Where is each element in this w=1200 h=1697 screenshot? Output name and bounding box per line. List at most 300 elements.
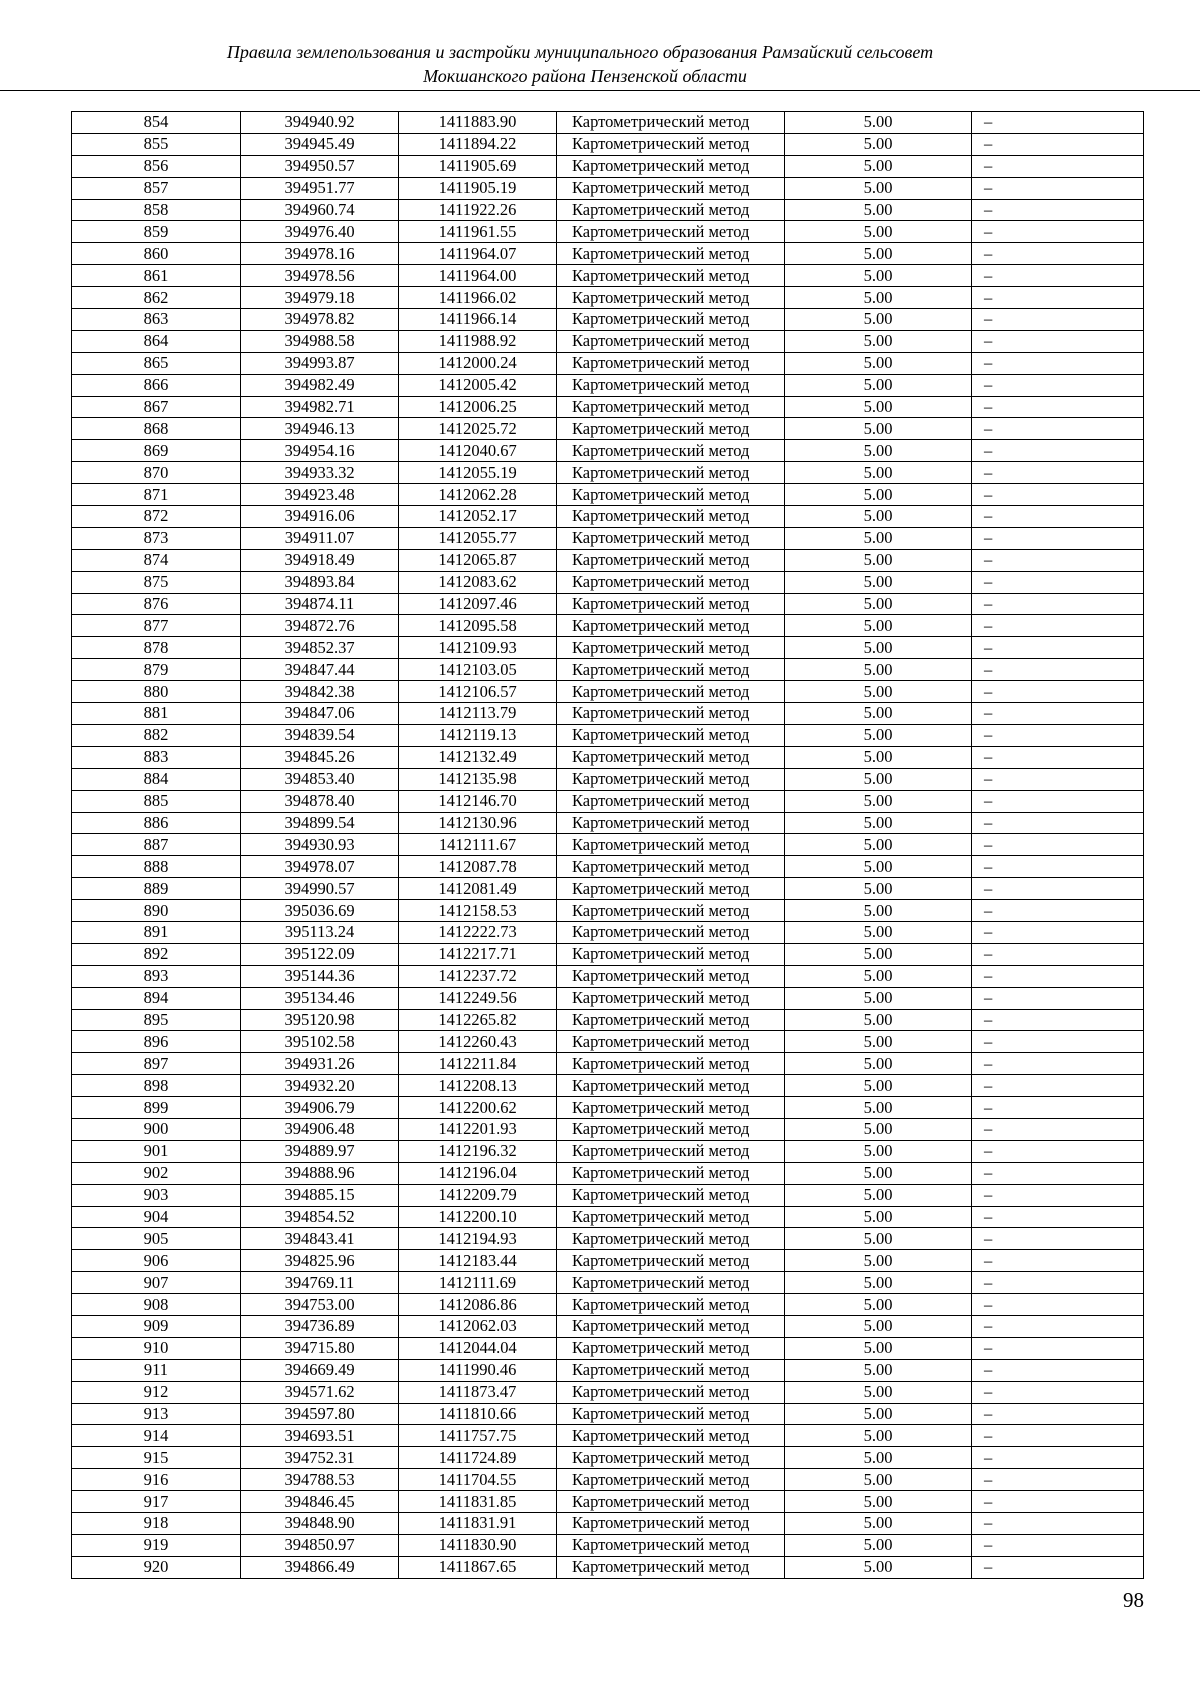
table-row <box>72 418 1144 440</box>
table-row <box>72 943 1144 965</box>
y-coordinate-cell: 1412200.62 <box>399 1097 557 1119</box>
table-row <box>72 834 1144 856</box>
method-cell: Картометрический метод <box>557 1425 785 1447</box>
x-coordinate-cell: 394923.48 <box>241 484 399 506</box>
point-number-cell: 909 <box>72 1315 241 1337</box>
note-cell: – <box>972 1294 1144 1316</box>
accuracy-cell: 5.00 <box>785 943 972 965</box>
x-coordinate-cell: 395122.09 <box>241 943 399 965</box>
accuracy-cell: 5.00 <box>785 287 972 309</box>
point-number-cell: 877 <box>72 615 241 637</box>
table-row <box>72 921 1144 943</box>
table-row <box>72 1469 1144 1491</box>
note-cell: – <box>972 659 1144 681</box>
point-number-cell: 913 <box>72 1403 241 1425</box>
table-row <box>72 199 1144 221</box>
table-row <box>72 484 1144 506</box>
method-cell: Картометрический метод <box>557 309 785 331</box>
x-coordinate-cell: 394976.40 <box>241 221 399 243</box>
method-cell: Картометрический метод <box>557 549 785 571</box>
x-coordinate-cell: 394978.07 <box>241 856 399 878</box>
table-row <box>72 1053 1144 1075</box>
note-cell: – <box>972 615 1144 637</box>
point-number-cell: 906 <box>72 1250 241 1272</box>
x-coordinate-cell: 394960.74 <box>241 199 399 221</box>
y-coordinate-cell: 1412132.49 <box>399 746 557 768</box>
note-cell: – <box>972 1184 1144 1206</box>
accuracy-cell: 5.00 <box>785 768 972 790</box>
y-coordinate-cell: 1412194.93 <box>399 1228 557 1250</box>
note-cell: – <box>972 1359 1144 1381</box>
y-coordinate-cell: 1412119.13 <box>399 724 557 746</box>
y-coordinate-cell: 1411831.85 <box>399 1491 557 1513</box>
x-coordinate-cell: 394933.32 <box>241 462 399 484</box>
y-coordinate-cell: 1411964.00 <box>399 265 557 287</box>
table-row <box>72 1097 1144 1119</box>
point-number-cell: 892 <box>72 943 241 965</box>
y-coordinate-cell: 1412196.32 <box>399 1140 557 1162</box>
y-coordinate-cell: 1412055.77 <box>399 527 557 549</box>
note-cell: – <box>972 1118 1144 1140</box>
table-row <box>72 659 1144 681</box>
x-coordinate-cell: 394916.06 <box>241 506 399 528</box>
accuracy-cell: 5.00 <box>785 1469 972 1491</box>
accuracy-cell: 5.00 <box>785 834 972 856</box>
table-row <box>72 1337 1144 1359</box>
method-cell: Картометрический метод <box>557 943 785 965</box>
x-coordinate-cell: 394982.71 <box>241 396 399 418</box>
point-number-cell: 886 <box>72 812 241 834</box>
note-cell: – <box>972 1250 1144 1272</box>
note-cell: – <box>972 834 1144 856</box>
x-coordinate-cell: 394874.11 <box>241 593 399 615</box>
x-coordinate-cell: 394752.31 <box>241 1447 399 1469</box>
accuracy-cell: 5.00 <box>785 1294 972 1316</box>
x-coordinate-cell: 394769.11 <box>241 1272 399 1294</box>
method-cell: Картометрический метод <box>557 265 785 287</box>
x-coordinate-cell: 394951.77 <box>241 177 399 199</box>
table-row <box>72 221 1144 243</box>
note-cell: – <box>972 1425 1144 1447</box>
table-row <box>72 243 1144 265</box>
point-number-cell: 916 <box>72 1469 241 1491</box>
x-coordinate-cell: 394693.51 <box>241 1425 399 1447</box>
method-cell: Картометрический метод <box>557 790 785 812</box>
y-coordinate-cell: 1412055.19 <box>399 462 557 484</box>
x-coordinate-cell: 394850.97 <box>241 1534 399 1556</box>
accuracy-cell: 5.00 <box>785 1337 972 1359</box>
point-number-cell: 862 <box>72 287 241 309</box>
accuracy-cell: 5.00 <box>785 1140 972 1162</box>
accuracy-cell: 5.00 <box>785 637 972 659</box>
y-coordinate-cell: 1412000.24 <box>399 352 557 374</box>
y-coordinate-cell: 1412111.67 <box>399 834 557 856</box>
note-cell: – <box>972 221 1144 243</box>
note-cell: – <box>972 418 1144 440</box>
x-coordinate-cell: 394993.87 <box>241 352 399 374</box>
accuracy-cell: 5.00 <box>785 1053 972 1075</box>
method-cell: Картометрический метод <box>557 615 785 637</box>
table-row <box>72 593 1144 615</box>
method-cell: Картометрический метод <box>557 1250 785 1272</box>
note-cell: – <box>972 199 1144 221</box>
table-row <box>72 768 1144 790</box>
note-cell: – <box>972 155 1144 177</box>
point-number-cell: 907 <box>72 1272 241 1294</box>
accuracy-cell: 5.00 <box>785 1206 972 1228</box>
x-coordinate-cell: 394931.26 <box>241 1053 399 1075</box>
x-coordinate-cell: 394846.45 <box>241 1491 399 1513</box>
table-row <box>72 1381 1144 1403</box>
accuracy-cell: 5.00 <box>785 265 972 287</box>
note-cell: – <box>972 812 1144 834</box>
table-row <box>72 1228 1144 1250</box>
point-number-cell: 902 <box>72 1162 241 1184</box>
note-cell: – <box>972 965 1144 987</box>
accuracy-cell: 5.00 <box>785 571 972 593</box>
y-coordinate-cell: 1412111.69 <box>399 1272 557 1294</box>
note-cell: – <box>972 1556 1144 1578</box>
point-number-cell: 856 <box>72 155 241 177</box>
method-cell: Картометрический метод <box>557 637 785 659</box>
x-coordinate-cell: 394847.06 <box>241 703 399 725</box>
y-coordinate-cell: 1412062.28 <box>399 484 557 506</box>
table-row <box>72 177 1144 199</box>
note-cell: – <box>972 1491 1144 1513</box>
y-coordinate-cell: 1412201.93 <box>399 1118 557 1140</box>
point-number-cell: 914 <box>72 1425 241 1447</box>
note-cell: – <box>972 681 1144 703</box>
x-coordinate-cell: 394669.49 <box>241 1359 399 1381</box>
method-cell: Картометрический метод <box>557 1118 785 1140</box>
x-coordinate-cell: 394866.49 <box>241 1556 399 1578</box>
y-coordinate-cell: 1412183.44 <box>399 1250 557 1272</box>
accuracy-cell: 5.00 <box>785 506 972 528</box>
x-coordinate-cell: 394990.57 <box>241 878 399 900</box>
accuracy-cell: 5.00 <box>785 746 972 768</box>
table-row <box>72 1556 1144 1578</box>
note-cell: – <box>972 1031 1144 1053</box>
accuracy-cell: 5.00 <box>785 724 972 746</box>
note-cell: – <box>972 943 1144 965</box>
x-coordinate-cell: 394839.54 <box>241 724 399 746</box>
table-row <box>72 506 1144 528</box>
x-coordinate-cell: 394571.62 <box>241 1381 399 1403</box>
method-cell: Картометрический метод <box>557 484 785 506</box>
y-coordinate-cell: 1411894.22 <box>399 133 557 155</box>
table-row <box>72 1206 1144 1228</box>
point-number-cell: 893 <box>72 965 241 987</box>
point-number-cell: 918 <box>72 1513 241 1535</box>
x-coordinate-cell: 394878.40 <box>241 790 399 812</box>
method-cell: Картометрический метод <box>557 768 785 790</box>
accuracy-cell: 5.00 <box>785 1009 972 1031</box>
point-number-cell: 858 <box>72 199 241 221</box>
method-cell: Картометрический метод <box>557 746 785 768</box>
y-coordinate-cell: 1412087.78 <box>399 856 557 878</box>
x-coordinate-cell: 394988.58 <box>241 330 399 352</box>
note-cell: – <box>972 287 1144 309</box>
method-cell: Картометрический метод <box>557 374 785 396</box>
accuracy-cell: 5.00 <box>785 1315 972 1337</box>
accuracy-cell: 5.00 <box>785 593 972 615</box>
table-row <box>72 878 1144 900</box>
method-cell: Картометрический метод <box>557 1140 785 1162</box>
y-coordinate-cell: 1411961.55 <box>399 221 557 243</box>
method-cell: Картометрический метод <box>557 352 785 374</box>
x-coordinate-cell: 394854.52 <box>241 1206 399 1228</box>
method-cell: Картометрический метод <box>557 987 785 1009</box>
accuracy-cell: 5.00 <box>785 965 972 987</box>
accuracy-cell: 5.00 <box>785 1228 972 1250</box>
table-row <box>72 155 1144 177</box>
y-coordinate-cell: 1411966.14 <box>399 309 557 331</box>
x-coordinate-cell: 394979.18 <box>241 287 399 309</box>
point-number-cell: 872 <box>72 506 241 528</box>
note-cell: – <box>972 593 1144 615</box>
note-cell: – <box>972 921 1144 943</box>
method-cell: Картометрический метод <box>557 921 785 943</box>
accuracy-cell: 5.00 <box>785 418 972 440</box>
point-number-cell: 881 <box>72 703 241 725</box>
accuracy-cell: 5.00 <box>785 396 972 418</box>
table-row <box>72 1359 1144 1381</box>
table-row <box>72 396 1144 418</box>
point-number-cell: 894 <box>72 987 241 1009</box>
y-coordinate-cell: 1412249.56 <box>399 987 557 1009</box>
table-row <box>72 133 1144 155</box>
note-cell: – <box>972 177 1144 199</box>
accuracy-cell: 5.00 <box>785 352 972 374</box>
method-cell: Картометрический метод <box>557 724 785 746</box>
point-number-cell: 875 <box>72 571 241 593</box>
x-coordinate-cell: 394853.40 <box>241 768 399 790</box>
header-title-line-2: Мокшанского района Пензенской области <box>423 66 747 86</box>
method-cell: Картометрический метод <box>557 1556 785 1578</box>
point-number-cell: 863 <box>72 309 241 331</box>
y-coordinate-cell: 1411867.65 <box>399 1556 557 1578</box>
x-coordinate-cell: 394715.80 <box>241 1337 399 1359</box>
y-coordinate-cell: 1412208.13 <box>399 1075 557 1097</box>
table-row <box>72 1250 1144 1272</box>
x-coordinate-cell: 394950.57 <box>241 155 399 177</box>
note-cell: – <box>972 1447 1144 1469</box>
y-coordinate-cell: 1411905.69 <box>399 155 557 177</box>
point-number-cell: 896 <box>72 1031 241 1053</box>
y-coordinate-cell: 1411905.19 <box>399 177 557 199</box>
note-cell: – <box>972 1315 1144 1337</box>
x-coordinate-cell: 394852.37 <box>241 637 399 659</box>
method-cell: Картометрический метод <box>557 1447 785 1469</box>
method-cell: Картометрический метод <box>557 1491 785 1513</box>
note-cell: – <box>972 1009 1144 1031</box>
header-title-line-1: Правила землепользования и застройки муниципального образования Рамзайский сельсовет <box>226 42 934 62</box>
accuracy-cell: 5.00 <box>785 1097 972 1119</box>
note-cell: – <box>972 637 1144 659</box>
point-number-cell: 887 <box>72 834 241 856</box>
y-coordinate-cell: 1412044.04 <box>399 1337 557 1359</box>
point-number-cell: 861 <box>72 265 241 287</box>
accuracy-cell: 5.00 <box>785 1491 972 1513</box>
note-cell: – <box>972 112 1144 134</box>
table-row <box>72 1118 1144 1140</box>
method-cell: Картометрический метод <box>557 1228 785 1250</box>
method-cell: Картометрический метод <box>557 703 785 725</box>
point-number-cell: 901 <box>72 1140 241 1162</box>
accuracy-cell: 5.00 <box>785 681 972 703</box>
note-cell: – <box>972 330 1144 352</box>
table-row <box>72 462 1144 484</box>
y-coordinate-cell: 1412109.93 <box>399 637 557 659</box>
table-row <box>72 790 1144 812</box>
note-cell: – <box>972 1272 1144 1294</box>
y-coordinate-cell: 1412146.70 <box>399 790 557 812</box>
method-cell: Картометрический метод <box>557 1403 785 1425</box>
table-row <box>72 287 1144 309</box>
x-coordinate-cell: 395134.46 <box>241 987 399 1009</box>
accuracy-cell: 5.00 <box>785 112 972 134</box>
note-cell: – <box>972 878 1144 900</box>
point-number-cell: 885 <box>72 790 241 812</box>
x-coordinate-cell: 394848.90 <box>241 1513 399 1535</box>
method-cell: Картометрический метод <box>557 878 785 900</box>
y-coordinate-cell: 1412052.17 <box>399 506 557 528</box>
y-coordinate-cell: 1412237.72 <box>399 965 557 987</box>
x-coordinate-cell: 394872.76 <box>241 615 399 637</box>
accuracy-cell: 5.00 <box>785 440 972 462</box>
table-row <box>72 1184 1144 1206</box>
page-number: 98 <box>1123 1588 1144 1612</box>
accuracy-cell: 5.00 <box>785 1425 972 1447</box>
method-cell: Картометрический метод <box>557 1162 785 1184</box>
point-number-cell: 903 <box>72 1184 241 1206</box>
accuracy-cell: 5.00 <box>785 615 972 637</box>
accuracy-cell: 5.00 <box>785 1031 972 1053</box>
note-cell: – <box>972 1206 1144 1228</box>
x-coordinate-cell: 394899.54 <box>241 812 399 834</box>
point-number-cell: 904 <box>72 1206 241 1228</box>
accuracy-cell: 5.00 <box>785 462 972 484</box>
point-number-cell: 898 <box>72 1075 241 1097</box>
point-number-cell: 870 <box>72 462 241 484</box>
point-number-cell: 899 <box>72 1097 241 1119</box>
method-cell: Картометрический метод <box>557 396 785 418</box>
accuracy-cell: 5.00 <box>785 133 972 155</box>
point-number-cell: 855 <box>72 133 241 155</box>
note-cell: – <box>972 1513 1144 1535</box>
point-number-cell: 911 <box>72 1359 241 1381</box>
x-coordinate-cell: 394893.84 <box>241 571 399 593</box>
x-coordinate-cell: 394978.56 <box>241 265 399 287</box>
note-cell: – <box>972 1075 1144 1097</box>
y-coordinate-cell: 1412103.05 <box>399 659 557 681</box>
method-cell: Картометрический метод <box>557 177 785 199</box>
table-row <box>72 352 1144 374</box>
note-cell: – <box>972 724 1144 746</box>
method-cell: Картометрический метод <box>557 834 785 856</box>
accuracy-cell: 5.00 <box>785 987 972 1009</box>
point-number-cell: 905 <box>72 1228 241 1250</box>
coordinates-table <box>71 111 1144 1579</box>
table-row <box>72 1162 1144 1184</box>
point-number-cell: 876 <box>72 593 241 615</box>
point-number-cell: 890 <box>72 900 241 922</box>
y-coordinate-cell: 1412025.72 <box>399 418 557 440</box>
table-row <box>72 549 1144 571</box>
accuracy-cell: 5.00 <box>785 1250 972 1272</box>
accuracy-cell: 5.00 <box>785 199 972 221</box>
x-coordinate-cell: 394954.16 <box>241 440 399 462</box>
point-number-cell: 895 <box>72 1009 241 1031</box>
point-number-cell: 919 <box>72 1534 241 1556</box>
method-cell: Картометрический метод <box>557 1359 785 1381</box>
accuracy-cell: 5.00 <box>785 1075 972 1097</box>
point-number-cell: 882 <box>72 724 241 746</box>
y-coordinate-cell: 1412005.42 <box>399 374 557 396</box>
accuracy-cell: 5.00 <box>785 790 972 812</box>
x-coordinate-cell: 394982.49 <box>241 374 399 396</box>
accuracy-cell: 5.00 <box>785 812 972 834</box>
y-coordinate-cell: 1412113.79 <box>399 703 557 725</box>
accuracy-cell: 5.00 <box>785 549 972 571</box>
x-coordinate-cell: 394788.53 <box>241 1469 399 1491</box>
note-cell: – <box>972 243 1144 265</box>
point-number-cell: 920 <box>72 1556 241 1578</box>
y-coordinate-cell: 1412265.82 <box>399 1009 557 1031</box>
note-cell: – <box>972 309 1144 331</box>
point-number-cell: 880 <box>72 681 241 703</box>
y-coordinate-cell: 1412135.98 <box>399 768 557 790</box>
y-coordinate-cell: 1412081.49 <box>399 878 557 900</box>
note-cell: – <box>972 133 1144 155</box>
method-cell: Картометрический метод <box>557 243 785 265</box>
y-coordinate-cell: 1411922.26 <box>399 199 557 221</box>
table-row <box>72 440 1144 462</box>
method-cell: Картометрический метод <box>557 1294 785 1316</box>
accuracy-cell: 5.00 <box>785 1534 972 1556</box>
y-coordinate-cell: 1412106.57 <box>399 681 557 703</box>
accuracy-cell: 5.00 <box>785 878 972 900</box>
y-coordinate-cell: 1411990.46 <box>399 1359 557 1381</box>
table-row <box>72 1031 1144 1053</box>
note-cell: – <box>972 462 1144 484</box>
accuracy-cell: 5.00 <box>785 177 972 199</box>
y-coordinate-cell: 1412196.04 <box>399 1162 557 1184</box>
y-coordinate-cell: 1412222.73 <box>399 921 557 943</box>
method-cell: Картометрический метод <box>557 221 785 243</box>
x-coordinate-cell: 394945.49 <box>241 133 399 155</box>
note-cell: – <box>972 768 1144 790</box>
point-number-cell: 917 <box>72 1491 241 1513</box>
method-cell: Картометрический метод <box>557 812 785 834</box>
method-cell: Картометрический метод <box>557 1075 785 1097</box>
table-row <box>72 1534 1144 1556</box>
table-row <box>72 965 1144 987</box>
table-row <box>72 1447 1144 1469</box>
y-coordinate-cell: 1412158.53 <box>399 900 557 922</box>
accuracy-cell: 5.00 <box>785 527 972 549</box>
table-row <box>72 703 1144 725</box>
x-coordinate-cell: 394946.13 <box>241 418 399 440</box>
point-number-cell: 871 <box>72 484 241 506</box>
accuracy-cell: 5.00 <box>785 243 972 265</box>
method-cell: Картометрический метод <box>557 1009 785 1031</box>
note-cell: – <box>972 1162 1144 1184</box>
table-row <box>72 1272 1144 1294</box>
y-coordinate-cell: 1412062.03 <box>399 1315 557 1337</box>
note-cell: – <box>972 440 1144 462</box>
x-coordinate-cell: 394753.00 <box>241 1294 399 1316</box>
